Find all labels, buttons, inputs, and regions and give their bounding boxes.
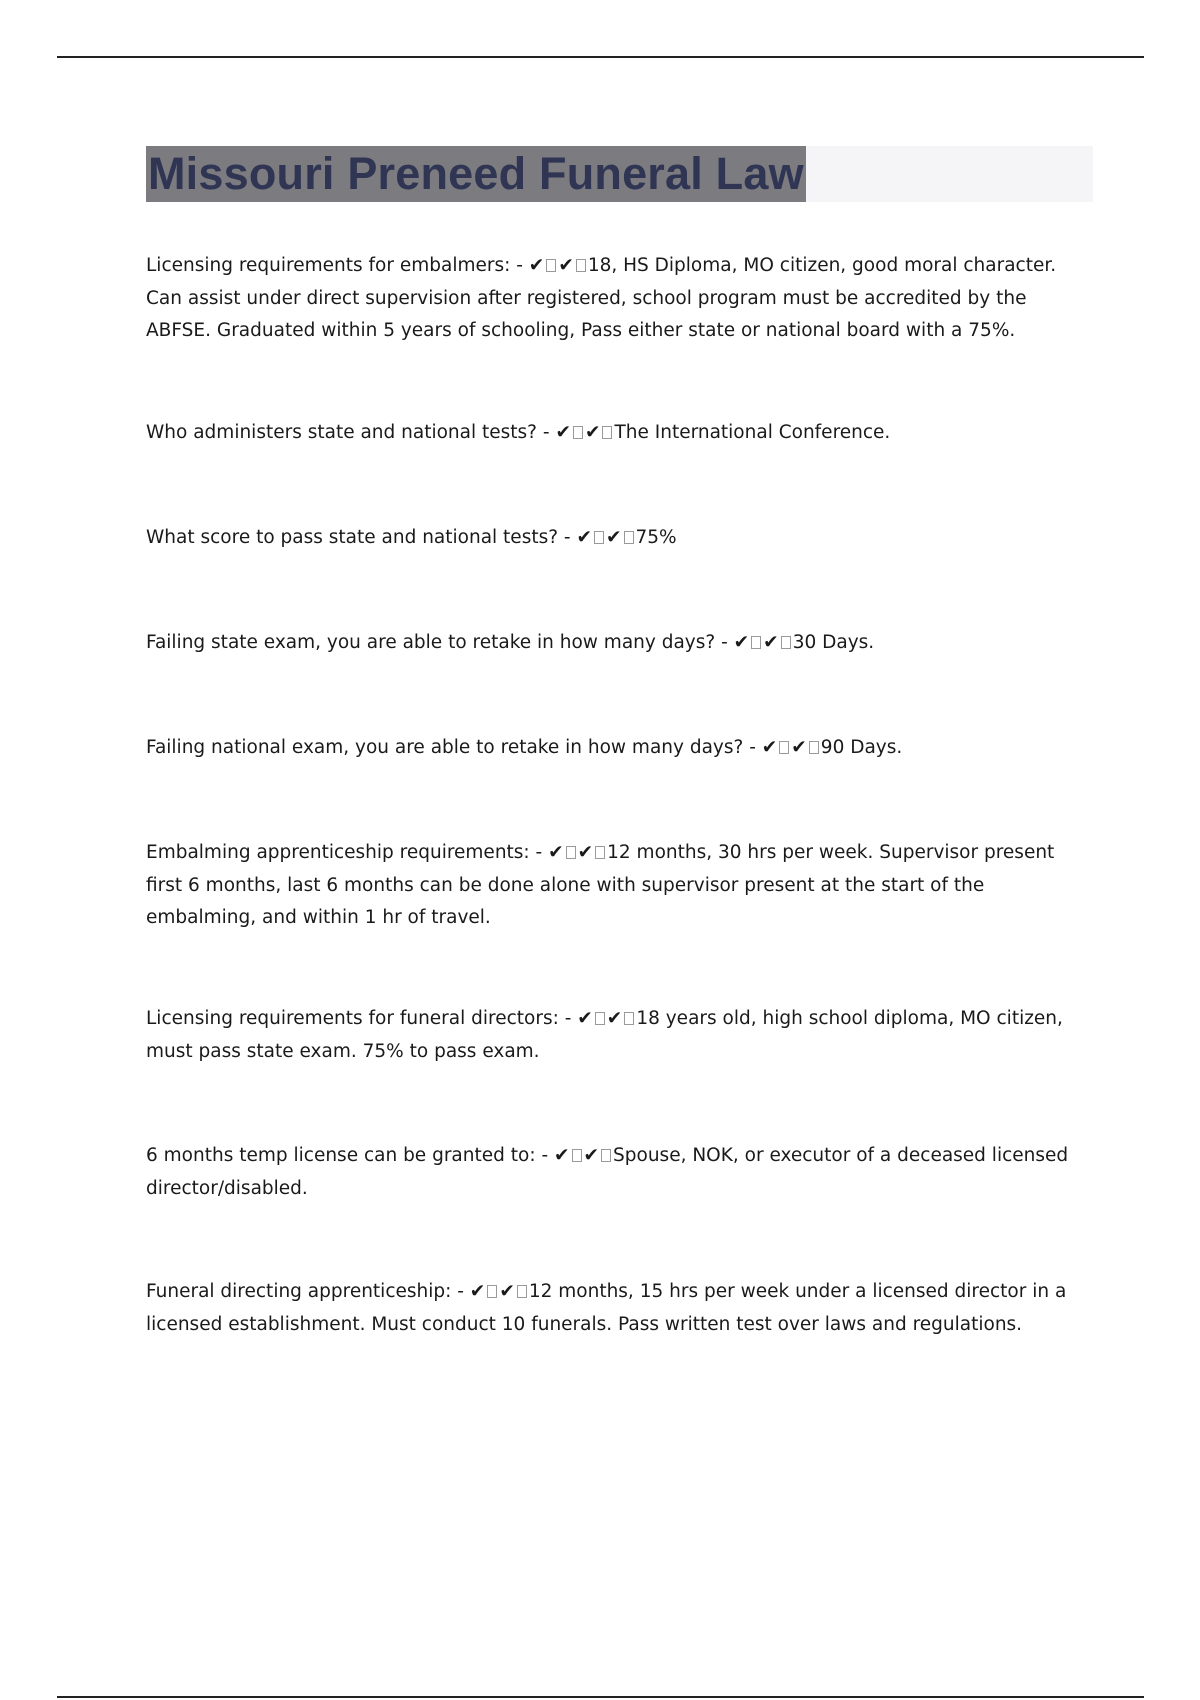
check-icon: ✔: [733, 632, 750, 653]
check-icon: ✔: [528, 255, 545, 276]
answer: The International Conference.: [614, 422, 891, 443]
box-icon: [624, 1012, 634, 1025]
box-icon: [595, 1012, 605, 1025]
check-icon: ✔: [761, 737, 778, 758]
box-icon: [572, 1149, 582, 1162]
answer: 18 years old, high school diploma, MO citizen, must pass state exam. 75% to pass exam.: [146, 1008, 1063, 1062]
question: Who administers state and national tests?: [146, 422, 537, 443]
box-icon: [487, 1285, 497, 1298]
question: Funeral directing apprenticeship:: [146, 1281, 452, 1302]
check-icon: ✔: [548, 842, 564, 863]
question: Failing state exam, you are able to retake in how many days?: [146, 632, 716, 653]
answer: 12 months, 15 hrs per week under a licensed director in a licensed establishment. Must conduct 10 funerals. Pass written test over laws and regulations.: [146, 1281, 1067, 1335]
check-icon: ✔: [554, 1145, 570, 1166]
check-icon: ✔: [499, 1281, 515, 1302]
check-icon: ✔: [584, 422, 601, 443]
bottom-rule: [57, 1696, 1144, 1698]
box-icon: [751, 636, 761, 649]
box-icon: [809, 741, 819, 754]
question: 6 months temp license can be granted to:: [146, 1145, 536, 1166]
check-icon: ✔: [606, 527, 622, 548]
check-icon: ✔: [763, 632, 779, 653]
qa-item: [146, 627, 1096, 660]
box-icon: [601, 1149, 611, 1162]
check-icon: ✔: [558, 255, 574, 276]
box-icon: [781, 636, 791, 649]
answer: 18, HS Diploma, MO citizen, good moral character. Can assist under direct supervision after registered, school program must be accredited by the ABFSE. Graduated within 5 years of schooling, Pass either state or national board with a 75%.: [146, 255, 1057, 341]
separator: -: [558, 527, 577, 548]
separator: -: [535, 1145, 554, 1166]
answer: 12 months, 30 hrs per week. Supervisor present first 6 months, last 6 months can be done alone with supervisor present at the start of the embalming, and within 1 hr of travel.: [146, 842, 1055, 928]
question: Licensing requirements for embalmers:: [146, 255, 511, 276]
separator: -: [715, 632, 734, 653]
qa-item: [146, 1276, 1096, 1341]
answer: 90 Days.: [820, 737, 903, 758]
box-icon: [576, 259, 586, 272]
check-icon: ✔: [555, 422, 571, 443]
check-icon: ✔: [576, 527, 592, 548]
qa-item: [146, 417, 1096, 450]
qa-item: [146, 1140, 1096, 1205]
question: Failing national exam, you are able to retake in how many days?: [146, 737, 744, 758]
answer: 75%: [635, 527, 677, 548]
check-icon: ✔: [791, 737, 807, 758]
qa-item: [146, 732, 1096, 765]
check-icon: ✔: [469, 1281, 486, 1302]
qa-item: [146, 250, 1096, 348]
qa-item: [146, 1003, 1096, 1068]
check-icon: ✔: [583, 1145, 600, 1166]
question: Embalming apprenticeship requirements:: [146, 842, 530, 863]
box-icon: [595, 846, 605, 859]
separator: -: [510, 255, 529, 276]
answer: Spouse, NOK, or executor of a deceased licensed director/disabled.: [146, 1145, 1069, 1199]
question: What score to pass state and national tests?: [146, 527, 559, 548]
document-title: Missouri Preneed Funeral Law: [148, 148, 804, 199]
check-icon: ✔: [577, 1008, 593, 1029]
check-icon: ✔: [606, 1008, 623, 1029]
separator: -: [558, 1008, 578, 1029]
top-rule: [57, 56, 1144, 58]
qa-item: [146, 522, 1096, 555]
answer: 30 Days.: [792, 632, 875, 653]
box-icon: [779, 741, 789, 754]
separator: -: [451, 1281, 470, 1302]
box-icon: [624, 531, 634, 544]
qa-item: [146, 837, 1096, 935]
box-icon: [573, 426, 583, 439]
check-icon: ✔: [577, 842, 594, 863]
box-icon: [602, 426, 612, 439]
separator: -: [537, 422, 556, 443]
box-icon: [594, 531, 604, 544]
title-highlight: [146, 146, 806, 202]
separator: -: [743, 737, 762, 758]
box-icon: [517, 1285, 527, 1298]
question: Licensing requirements for funeral directors:: [146, 1008, 559, 1029]
box-icon: [566, 846, 576, 859]
separator: -: [529, 842, 549, 863]
box-icon: [546, 259, 556, 272]
